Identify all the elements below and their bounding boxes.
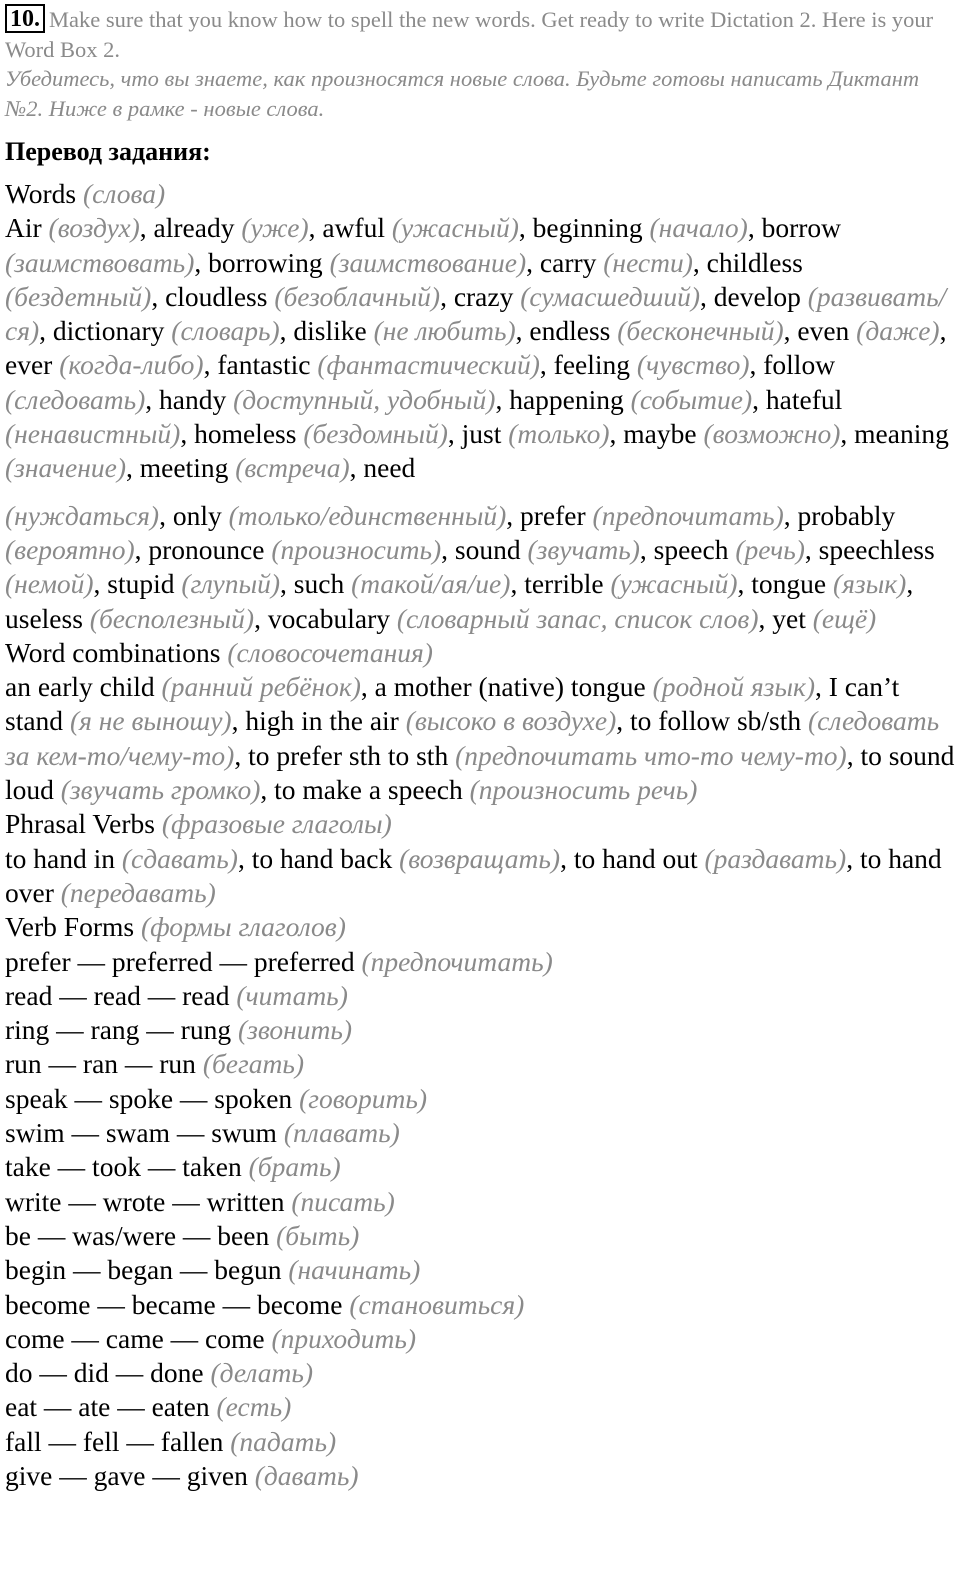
vocab-word: dictionary <box>52 315 165 347</box>
vocab-translation: (начало) <box>649 212 748 244</box>
vocab-word: speechless <box>818 533 935 565</box>
verb-form-line <box>5 1116 957 1150</box>
vocab-item: homeless (бездомный), <box>194 418 462 450</box>
vocab-item: I can’t stand (я не выношу), <box>5 671 900 737</box>
verb-form-line <box>5 1425 957 1459</box>
task-instruction-en: Make sure that you know how to spell the new words. Get ready to write Dictation 2. Here is your Word Box 2. <box>5 7 934 62</box>
vocab-item: already (уже), <box>153 212 323 244</box>
vocab-word: stupid <box>107 568 175 600</box>
vocab-word: crazy <box>453 280 514 312</box>
verb-form-line <box>5 1219 957 1253</box>
vocab-translation: (заимствовать) <box>5 246 195 278</box>
vocab-word: write — wrote — written <box>5 1185 285 1217</box>
vocab-translation: (нуждаться) <box>5 499 160 531</box>
vocab-translation: (воздух) <box>48 212 140 244</box>
verb-form-line <box>5 1082 957 1116</box>
vocab-item: probably (вероятно), <box>5 499 896 565</box>
vocab-item: terrible (ужасный), <box>524 568 752 600</box>
vocab-item: crazy (сумасшедший), <box>453 280 714 312</box>
vocab-word: to hand over <box>5 842 942 908</box>
vocab-translation: (встреча) <box>235 452 350 484</box>
vocab-translation: (бесполезный) <box>89 602 255 634</box>
vocab-translation: (предпочитать) <box>361 945 553 977</box>
verb-forms-list <box>5 945 957 1494</box>
vocab-translation: (доступный, удобный) <box>233 383 496 415</box>
task-header <box>5 4 957 123</box>
vocab-word: borrowing <box>208 246 323 278</box>
verb-form-line <box>5 945 957 979</box>
vocab-word: endless <box>529 315 611 347</box>
vocab-word: to prefer sth to sth <box>248 739 449 771</box>
vocab-translation: (звонить) <box>237 1014 353 1046</box>
vocab-translation: (немой) <box>5 568 94 600</box>
vocab-translation: (звучать громко) <box>60 774 261 806</box>
vocab-word: eat — ate — eaten <box>5 1391 210 1423</box>
verb-form-line <box>5 1047 957 1081</box>
vocab-translation: (когда-либо) <box>59 349 204 381</box>
vocab-word: vocabulary <box>267 602 390 634</box>
verb-form-line <box>5 1390 957 1424</box>
vocab-translation: (становиться) <box>349 1288 525 1320</box>
vocab-word: meeting <box>139 452 229 484</box>
task-instruction-ru: Убедитесь, что вы знаете, как произносятся новые слова. Будьте готовы написать Диктант №2. Ниже в рамке - новые слова. <box>5 66 920 121</box>
vocab-translation: (писать) <box>291 1185 395 1217</box>
vocab-word: to sound loud <box>5 739 955 806</box>
vocab-item <box>772 603 876 634</box>
vocab-translation: (только) <box>508 418 610 450</box>
vocab-word: homeless <box>194 418 297 450</box>
vocab-translation: (фантастический) <box>317 349 540 381</box>
vocab-item: ever (когда-либо), <box>5 349 218 381</box>
vocab-word: Air <box>5 212 42 244</box>
vocab-word: to follow sb/sth <box>630 705 802 737</box>
vocab-word: already <box>153 212 235 244</box>
vocab-word: develop <box>713 280 801 312</box>
vocab-word: ever <box>5 349 53 381</box>
vocab-word: useless <box>5 602 83 634</box>
vocab-translation: (безоблачный) <box>274 280 441 312</box>
vocab-translation: (событие) <box>630 383 753 415</box>
vocab-item: high in the air (высоко в воздухе), <box>245 705 630 737</box>
vocab-translation: (раздавать) <box>704 842 847 874</box>
vocab-item: childless (бездетный), <box>5 246 803 312</box>
vocab-word: high in the air <box>245 705 399 737</box>
vocab-translation: (читать) <box>236 979 348 1011</box>
vocab-word: probably <box>797 499 896 531</box>
vocab-item: speechless (немой), <box>5 533 935 600</box>
vocab-translation: (есть) <box>216 1391 292 1423</box>
vocab-word: give — gave — given <box>5 1459 248 1491</box>
verb-form-line <box>5 1322 957 1356</box>
translation-heading: Перевод задания: <box>5 137 211 166</box>
vocab-item: fantastic (фантастический), <box>217 349 554 381</box>
vocab-word: hateful <box>765 383 843 415</box>
vocab-item: sound (звучать), <box>454 533 654 565</box>
vocab-item: only (только/единственный), <box>172 499 521 531</box>
vocab-item: speech (речь), <box>653 533 819 565</box>
vocab-translation: (сдавать) <box>121 842 238 874</box>
vocab-word: fall — fell — fallen <box>5 1425 224 1457</box>
vocab-item: stupid (глупый), <box>107 568 294 600</box>
vocab-word: childless <box>706 246 803 278</box>
word-combinations-heading: Word combinations (словосочетания) <box>5 636 433 668</box>
vocab-word: even <box>797 315 850 347</box>
vocab-translation: (плавать) <box>283 1117 400 1149</box>
vocab-item: to prefer sth to sth (предпочитать что-то чему-то), <box>248 739 861 771</box>
vocab-translation: (чувство) <box>636 349 750 381</box>
vocab-word: prefer <box>520 499 586 531</box>
vocab-word: such <box>293 568 345 600</box>
vocab-translation: (произносить речь) <box>469 774 698 806</box>
vocab-translation: (речь) <box>735 533 805 565</box>
vocab-translation: (высоко в воздухе) <box>405 705 617 737</box>
vocab-word: speech <box>653 533 729 565</box>
vocab-item: to hand back (возвращать), <box>251 842 574 874</box>
vocab-word: cloudless <box>165 280 268 312</box>
vocab-word: swim — swam — swum <box>5 1117 277 1149</box>
vocab-translation: (такой/ая/ие) <box>351 568 511 600</box>
vocab-item: borrow (заимствовать), <box>5 212 841 278</box>
vocab-item: vocabulary (словарный запас, список слов), <box>267 602 773 634</box>
vocab-word: meaning <box>854 418 949 450</box>
vocab-item: beginning (начало), <box>532 212 762 244</box>
vocab-translation: (следовать) <box>5 383 146 415</box>
vocab-translation: (говорить) <box>299 1082 428 1114</box>
vocab-item: meaning (значение), <box>5 418 949 484</box>
vocab-item: to hand out (раздавать), <box>573 842 860 874</box>
words-heading: Words (слова) <box>5 178 166 209</box>
vocab-word: tongue <box>751 568 827 600</box>
vocab-word: a mother (native) tongue <box>374 671 646 703</box>
vocab-word: to hand out <box>573 842 698 874</box>
vocab-word: yet <box>772 602 806 634</box>
vocab-word: just <box>461 418 502 450</box>
vocab-item: even (даже), <box>797 315 947 347</box>
vocab-word: to hand back <box>251 842 393 874</box>
vocab-translation: (развивать/ся) <box>5 280 947 347</box>
vocab-word: carry <box>539 246 597 278</box>
vocab-item: hateful (ненавистный), <box>5 383 843 450</box>
vocab-item <box>274 774 697 805</box>
vocab-word: handy <box>159 383 227 415</box>
vocab-translation: (глупый) <box>181 568 281 600</box>
vocab-translation: (я не выношу) <box>69 705 232 737</box>
verb-form-line <box>5 1185 957 1219</box>
vocab-translation: (словарь) <box>171 315 280 347</box>
vocab-item <box>363 452 415 483</box>
verb-form-line <box>5 979 957 1013</box>
vocab-translation: (возвращать) <box>399 842 561 874</box>
verb-form-line <box>5 1150 957 1184</box>
vocab-item: an early child (ранний ребёнок), <box>5 671 375 703</box>
vocab-word: terrible <box>524 568 604 600</box>
vocab-translation: (быть) <box>276 1219 360 1251</box>
vocab-translation: (брать) <box>248 1151 341 1183</box>
vocab-item: pronounce (произносить), <box>148 533 455 565</box>
vocab-word: take — took — taken <box>5 1151 242 1183</box>
vocab-translation: (сумасшедший) <box>520 280 701 312</box>
words-list-part1 <box>5 211 957 485</box>
vocab-item: prefer (предпочитать), <box>520 499 798 531</box>
vocab-item: awful (ужасный), <box>322 212 533 244</box>
vocab-item: borrowing (заимствование), <box>208 246 540 278</box>
vocab-word: ring — rang — rung <box>5 1014 232 1046</box>
vocab-translation: (начинать) <box>288 1254 421 1286</box>
vocab-word: read — read — read <box>5 979 230 1011</box>
vocab-translation: (бегать) <box>202 1048 305 1080</box>
vocab-word: borrow <box>761 212 841 244</box>
vocab-translation: (родной язык) <box>652 671 816 703</box>
vocab-word: only <box>172 499 222 531</box>
textbook-page <box>5 4 957 1493</box>
vocab-translation: (давать) <box>254 1459 359 1491</box>
vocab-word: become — became — become <box>5 1288 343 1320</box>
vocab-translation: (звучать) <box>527 533 640 565</box>
word-box <box>5 177 957 1493</box>
vocab-item: carry (нести), <box>539 246 707 278</box>
vocab-translation: (ненавистный) <box>5 418 181 450</box>
vocab-translation: (произносить) <box>271 533 442 565</box>
verb-forms-heading: Verb Forms (формы глаголов) <box>5 911 346 943</box>
vocab-item: endless (бесконечный), <box>529 315 798 347</box>
vocab-item: feeling (чувство), <box>553 349 764 381</box>
vocab-translation: (вероятно) <box>5 533 135 565</box>
vocab-word: need <box>363 452 416 484</box>
vocab-word: come — came — come <box>5 1322 265 1354</box>
vocab-word: feeling <box>553 349 631 381</box>
vocab-translation: (бесконечный) <box>617 315 784 347</box>
vocab-translation: (бездомный) <box>303 418 448 450</box>
vocab-word: dislike <box>293 315 367 347</box>
vocab-item: dictionary (словарь), <box>52 315 294 347</box>
verb-form-line <box>5 1288 957 1322</box>
vocab-item: develop (развивать/ся), <box>5 280 947 347</box>
vocab-word: follow <box>763 349 836 381</box>
vocab-translation: (язык) <box>832 568 907 600</box>
vocab-translation: (приходить) <box>271 1322 417 1354</box>
vocab-translation: (возможно) <box>703 418 841 450</box>
vocab-translation: (заимствование) <box>329 246 527 278</box>
vocab-word: speak — spoke — spoken <box>5 1082 293 1114</box>
vocab-item: to sound loud (звучать громко), <box>5 739 955 806</box>
vocab-translation: (падать) <box>230 1425 337 1457</box>
vocab-item: happening (событие), <box>509 383 766 415</box>
vocab-item: Air (воздух), <box>5 212 154 244</box>
vocab-translation: (только/единственный) <box>228 499 507 531</box>
vocab-word: to make a speech <box>274 774 463 806</box>
vocab-item: follow (следовать), <box>5 349 836 415</box>
vocab-item: to hand in (сдавать), <box>5 842 252 874</box>
vocab-item: just (только), <box>461 418 624 450</box>
vocab-item: meeting (встреча), <box>139 452 364 484</box>
vocab-translation: (ужасный) <box>391 212 519 244</box>
vocab-item: handy (доступный, удобный), <box>159 383 510 415</box>
vocab-translation: (бездетный) <box>5 280 152 312</box>
vocab-word: sound <box>454 533 521 565</box>
vocab-translation: (передавать) <box>60 876 216 908</box>
vocab-item: useless (бесполезный), <box>5 602 268 634</box>
vocab-word: begin — began — begun <box>5 1254 282 1286</box>
verb-form-line <box>5 1356 957 1390</box>
vocab-word: pronounce <box>148 533 265 565</box>
task-number: 10. <box>5 4 45 33</box>
vocab-translation: (предпочитать что-то чему-то) <box>455 739 847 771</box>
vocab-word: run — ran — run <box>5 1048 196 1080</box>
vocab-item: dislike (не любить), <box>293 315 530 347</box>
vocab-translation: (делать) <box>210 1357 314 1389</box>
phrasal-verbs-heading: Phrasal Verbs (фразовые глаголы) <box>5 808 392 840</box>
vocab-word: I can’t stand <box>5 671 900 737</box>
vocab-translation: (ранний ребёнок) <box>161 671 361 703</box>
vocab-translation: (ещё) <box>812 602 877 634</box>
vocab-item: a mother (native) tongue (родной язык), <box>374 671 829 703</box>
verb-form-line <box>5 1253 957 1287</box>
vocab-item: cloudless (безоблачный), <box>165 280 454 312</box>
vocab-word: beginning <box>532 212 643 244</box>
vocab-item: (нуждаться), <box>5 499 173 531</box>
vocab-word: maybe <box>623 418 697 450</box>
vocab-word: happening <box>509 383 624 415</box>
vocab-word: be — was/were — been <box>5 1219 270 1251</box>
vocab-translation: (словарный запас, список слов) <box>396 602 759 634</box>
words-list-part2 <box>5 499 957 636</box>
vocab-translation: (уже) <box>241 212 309 244</box>
vocab-translation: (даже) <box>856 315 940 347</box>
vocab-word: do — did — done <box>5 1357 204 1389</box>
verb-form-line <box>5 1459 957 1493</box>
vocab-word: awful <box>322 212 385 244</box>
vocab-word: prefer — preferred — preferred <box>5 945 355 977</box>
vocab-translation: (ужасный) <box>610 568 738 600</box>
word-combinations-list <box>5 670 957 807</box>
vocab-translation: (предпочитать) <box>592 499 784 531</box>
verb-form-line <box>5 1013 957 1047</box>
phrasal-verbs-list <box>5 842 957 911</box>
vocab-item: such (такой/ая/ие), <box>293 568 525 600</box>
vocab-item: tongue (язык), <box>751 568 914 600</box>
vocab-translation: (нести) <box>603 246 693 278</box>
vocab-translation: (не любить) <box>373 315 516 347</box>
vocab-translation: (значение) <box>5 452 126 484</box>
vocab-translation: (следовать за кем-то/чему-то) <box>5 705 940 771</box>
vocab-item: maybe (возможно), <box>623 418 855 450</box>
vocab-word: an early child <box>5 671 155 703</box>
vocab-word: fantastic <box>217 349 311 381</box>
vocab-item: to follow sb/sth (следовать за кем-то/чему-то), <box>5 705 940 771</box>
vocab-word: to hand in <box>5 842 115 874</box>
